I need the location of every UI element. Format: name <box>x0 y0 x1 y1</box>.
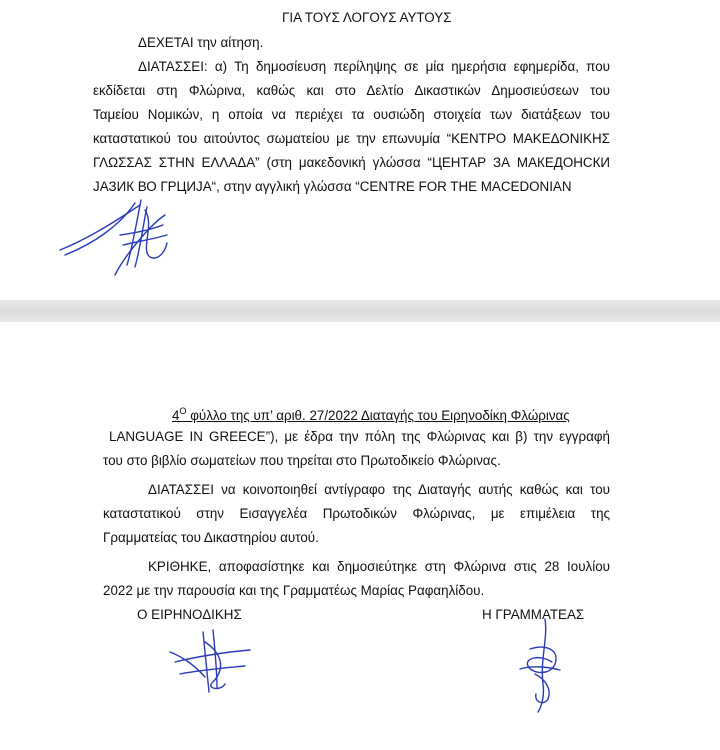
sheet-number: 4 <box>172 408 180 423</box>
order-line-6: ЈАЗИК ВО ГРЦИЈА“, στην αγγλική γλώσσα “CENTRE FOR THE MACEDONIAN <box>93 179 572 194</box>
order-line-4: καταστατικού του αιτούντος σωματείου με την επωνυμία “ΚΕΝΤΡΟ ΜΑΚΕΔΟΝΙΚΗΣ <box>93 131 610 146</box>
order-line-2: εκδίδεται στη Φλώρινα, καθώς και στο Δελτίο Δικαστικών Δημοσιεύσεων του <box>93 83 610 98</box>
sheet-number-superscript: Ο <box>179 406 187 416</box>
para2-line-2: καταστατικού στην Εισαγγελέα Πρωτοδικών Φλώρινας, με επιμέλεια της <box>103 506 610 521</box>
page-separator <box>0 300 720 322</box>
order-line-5: ΓΛΩΣΣΑΣ ΣΤΗΝ ΕΛΛΑΔΑ” (στη μακεδονική γλώσσα “ЦЕНТАР ЗА МАКЕДОНСКИ <box>93 155 610 170</box>
order-line-3: Ταμείου Νομικών, η οποία να περιέχει τα ουσιώδη στοιχεία των διατάξεων του <box>93 107 610 122</box>
accepts-line: ΔΕΧΕΤΑΙ την αίτηση. <box>138 35 264 50</box>
para1-line-2: του στο βιβλίο σωματείων που τηρείται στο Πρωτοδικείο Φλώρινας. <box>103 453 501 468</box>
para2-line-3: Γραμματείας του Δικαστηρίου αυτού. <box>103 530 319 545</box>
order-line-1: ΔΙΑΤΑΣΣΕΙ: α) Τη δημοσίευση περίληψης σε μία ημερήσια εφημερίδα, που <box>138 59 610 74</box>
judge-signature-page-1 <box>55 195 215 290</box>
section-heading: ΓΙΑ ΤΟΥΣ ΛΟΓΟΥΣ ΑΥΤΟΥΣ <box>282 10 452 25</box>
para1-line-1: LANGUAGE IN GREECE”), με έδρα την πόλη της Φλώρινας και β) την εγγραφή <box>109 429 610 444</box>
para3-line-2: 2022 με την παρουσία και της Γραμματέως Μαρίας Ραφαηλίδου. <box>103 583 485 598</box>
sheet-title: φύλλο της υπ’ αριθ. 27/2022 Διαταγής του Ειρηνοδίκη Φλώρινας <box>186 408 570 423</box>
para3-line-1: ΚΡΙΘΗΚΕ, αποφασίστηκε και δημοσιεύτηκε στη Φλώρινα στις 28 Ιουλίου <box>148 559 610 574</box>
sheet-header <box>172 402 570 425</box>
secretary-signature <box>510 614 580 714</box>
document-page-1 <box>0 0 720 300</box>
judge-label: Ο ΕΙΡΗΝΟΔΙΚΗΣ <box>137 607 242 622</box>
para2-line-1: ΔΙΑΤΑΣΣΕΙ να κοινοποιηθεί αντίγραφο της Διαταγής αυτής καθώς και του <box>148 482 610 497</box>
secretary-label: Η ΓΡΑΜΜΑΤΕΑΣ <box>482 607 585 622</box>
judge-signature <box>165 622 265 697</box>
document-page-2 <box>0 322 720 750</box>
